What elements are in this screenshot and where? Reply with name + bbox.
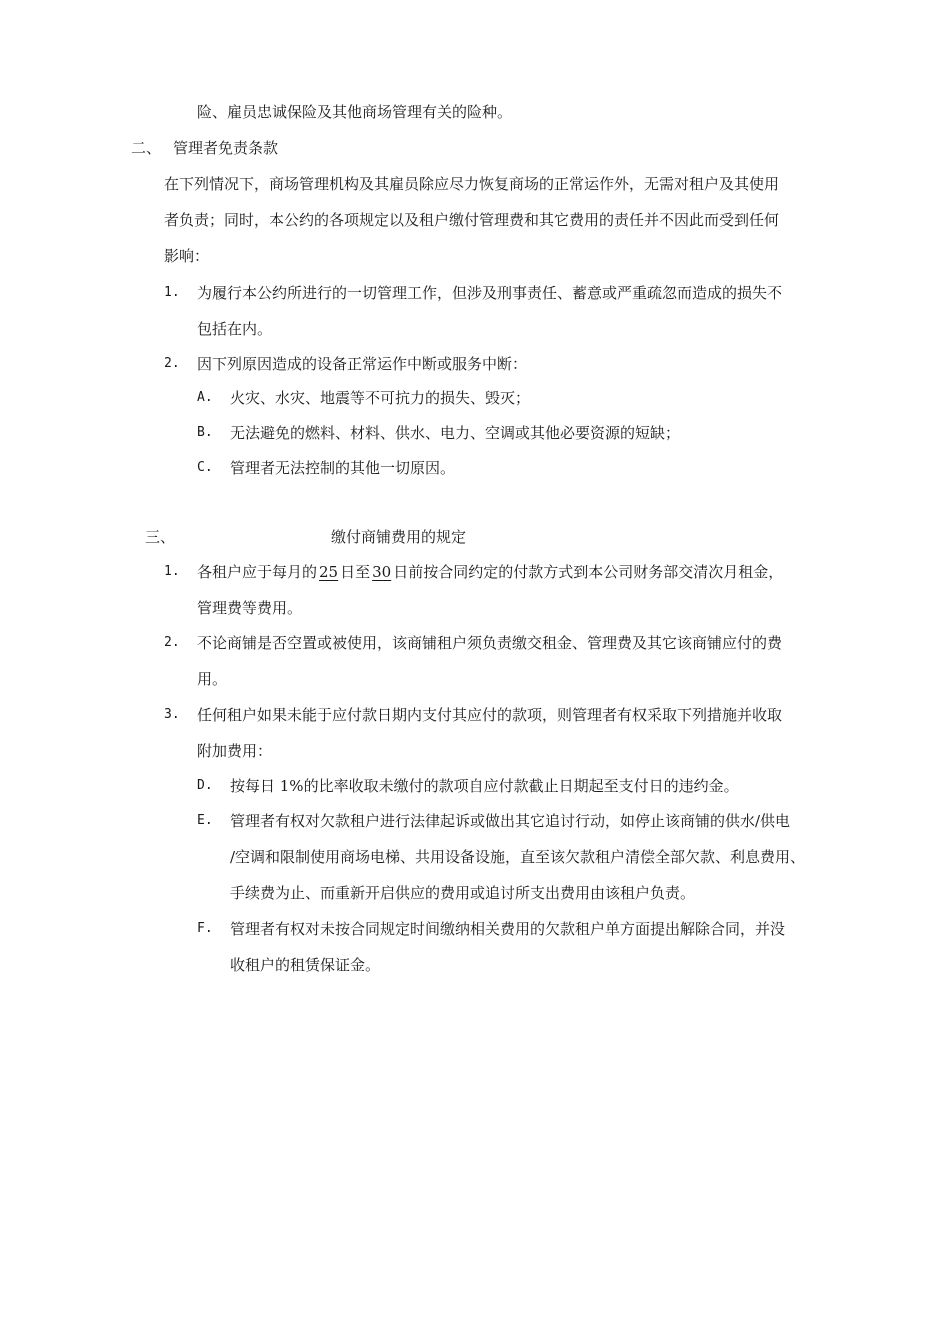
item-number: 2.: [164, 356, 180, 371]
section-3-number: 三、: [145, 528, 176, 546]
subitem-letter: B.: [197, 425, 213, 440]
item-number: 3.: [164, 707, 180, 722]
payment-day-to: 30: [372, 563, 392, 581]
section-2-number: 二、: [131, 139, 162, 157]
subitem-text: 按每日 1%的比率收取未缴付的款项自应付款截止日期起至支付日的违约金。: [230, 777, 739, 795]
subitem-letter: A.: [197, 390, 213, 405]
item-text: 用。: [197, 670, 228, 688]
subitem-text: 收租户的租赁保证金。: [230, 956, 381, 974]
subitem-text: 手续费为止、而重新开启供应的费用或追讨所支出费用由该租户负责。: [230, 884, 696, 902]
section-2-intro-line: 在下列情况下，商场管理机构及其雇员除应尽力恢复商场的正常运作外，无需对租户及其使用: [164, 175, 780, 193]
item-text: 管理费等费用。: [197, 599, 303, 617]
subitem-text: /空调和限制使用商场电梯、共用设备设施，直至该欠款租户清偿全部欠款、利息费用、: [230, 848, 806, 866]
payment-date-mid: 日至: [340, 563, 371, 581]
section-2-intro-line: 者负责；同时，本公约的各项规定以及租户缴付管理费和其它费用的责任并不因此而受到任何: [164, 211, 780, 229]
subitem-text: 管理者有权对欠款租户进行法律起诉或做出其它追讨行动，如停止该商铺的供水/供电: [230, 812, 791, 830]
item-number: 2.: [164, 635, 180, 650]
payment-day-from: 25: [319, 563, 339, 581]
item-text: 为履行本公约所进行的一切管理工作，但涉及刑事责任、蓄意或严重疏忽而造成的损失不: [197, 284, 783, 302]
item-text: 包括在内。: [197, 320, 273, 338]
subitem-letter: E.: [197, 813, 213, 828]
subitem-text: 管理者有权对未按合同规定时间缴纳相关费用的欠款租户单方面提出解除合同，并没: [230, 920, 786, 938]
subitem-letter: F.: [197, 921, 213, 936]
continuation-text: 险、雇员忠诚保险及其他商场管理有关的险种。: [197, 103, 513, 121]
payment-date-suffix: 日前按合同约定的付款方式到本公司财务部交清次月租金，: [393, 563, 784, 581]
subitem-text: 火灾、水灾、地震等不可抗力的损失、毁灭；: [230, 389, 531, 407]
item-number: 1.: [164, 564, 180, 579]
item-text: 不论商铺是否空置或被使用，该商铺租户须负责缴交租金、管理费及其它该商铺应付的费: [197, 634, 783, 652]
item-number: 1.: [164, 285, 180, 300]
subitem-letter: C.: [197, 460, 213, 475]
item-text: 附加费用：: [197, 742, 273, 760]
subitem-text: 无法避免的燃料、材料、供水、电力、空调或其他必要资源的短缺；: [230, 424, 681, 442]
subitem-letter: D.: [197, 778, 213, 793]
section-2-title: 管理者免责条款: [173, 139, 279, 157]
item-text: 任何租户如果未能于应付款日期内支付其应付的款项，则管理者有权采取下列措施并收取: [197, 706, 783, 724]
item-text: 因下列原因造成的设备正常运作中断或服务中断：: [197, 355, 528, 373]
payment-date-line: [197, 562, 783, 582]
subitem-text: 管理者无法控制的其他一切原因。: [230, 459, 456, 477]
payment-date-prefix: 各租户应于每月的: [197, 563, 318, 581]
section-3-title: 缴付商铺费用的规定: [331, 528, 467, 546]
section-2-intro-line: 影响：: [164, 247, 210, 265]
